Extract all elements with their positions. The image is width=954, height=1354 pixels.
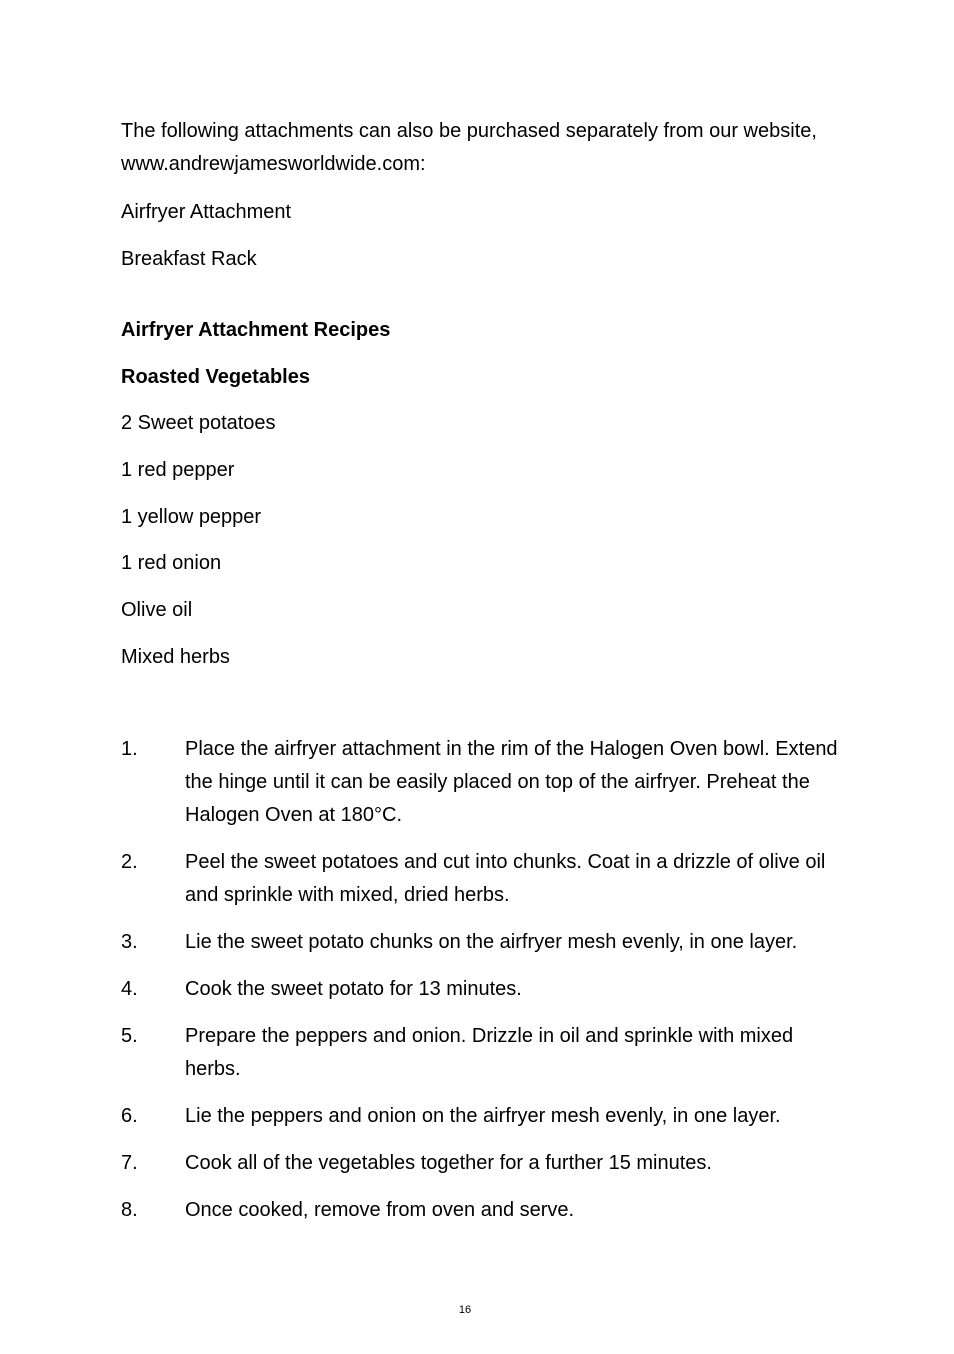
method-step xyxy=(121,926,841,959)
page-number: 16 xyxy=(458,1304,472,1316)
step-number: 8. xyxy=(121,1199,138,1221)
ingredient-item: 1 red onion xyxy=(121,552,222,574)
section-heading: Airfryer Attachment Recipes xyxy=(121,319,391,341)
step-text: Cook the sweet potato for 13 minutes. xyxy=(185,978,522,1000)
step-text: Once cooked, remove from oven and serve. xyxy=(185,1199,575,1221)
step-text: Peel the sweet potatoes and cut into chunks. Coat in a drizzle of olive oil and sprinkle with mixed, dried herbs. xyxy=(185,851,826,906)
step-text: Lie the sweet potato chunks on the airfryer mesh evenly, in one layer. xyxy=(185,931,798,953)
step-number: 3. xyxy=(121,931,138,953)
ingredient-item: 1 red pepper xyxy=(121,459,235,481)
method-step xyxy=(121,1147,841,1180)
step-number: 5. xyxy=(121,1025,138,1047)
method-step xyxy=(121,1194,841,1227)
ingredient-item: 1 yellow pepper xyxy=(121,506,262,528)
step-number: 7. xyxy=(121,1152,138,1174)
step-text: Lie the peppers and onion on the airfryer mesh evenly, in one layer. xyxy=(185,1105,781,1127)
method-step xyxy=(121,1020,841,1086)
step-text: Prepare the peppers and onion. Drizzle in oil and sprinkle with mixed herbs. xyxy=(185,1025,794,1080)
attachment-item: Breakfast Rack xyxy=(121,248,257,270)
attachment-item: Airfryer Attachment xyxy=(121,201,292,223)
step-number: 2. xyxy=(121,851,138,873)
ingredient-item: Mixed herbs xyxy=(121,646,230,668)
recipe-title: Roasted Vegetables xyxy=(121,366,310,388)
method-step xyxy=(121,973,841,1006)
method-step xyxy=(121,1100,841,1133)
method-steps xyxy=(121,733,841,1241)
method-step xyxy=(121,733,841,832)
intro-paragraph: The following attachments can also be purchased separately from our website, www.andrewjamesworldwide.com: xyxy=(121,120,817,175)
step-text: Place the airfryer attachment in the rim of the Halogen Oven bowl. Extend the hinge until it can be easily placed on top of the airfryer. Preheat the Halogen Oven at 180°C. xyxy=(185,738,838,826)
step-number: 6. xyxy=(121,1105,138,1127)
step-number: 1. xyxy=(121,738,138,760)
step-text: Cook all of the vegetables together for a further 15 minutes. xyxy=(185,1152,712,1174)
step-number: 4. xyxy=(121,978,138,1000)
ingredient-item: 2 Sweet potatoes xyxy=(121,412,276,434)
method-step xyxy=(121,846,841,912)
ingredient-item: Olive oil xyxy=(121,599,193,621)
